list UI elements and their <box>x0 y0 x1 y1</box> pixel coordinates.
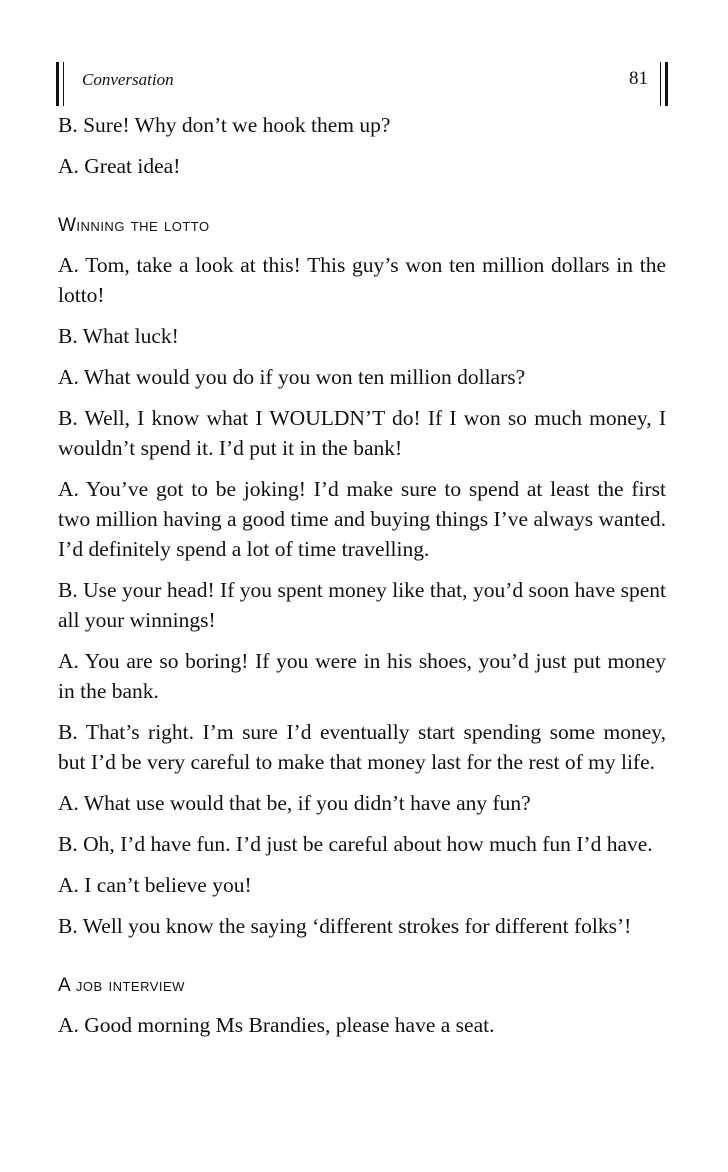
dialogue-line: B. What luck! <box>58 324 179 348</box>
dialogue-line: A. Good morning Ms Brandies, please have a seat. <box>58 1013 495 1037</box>
dialogue-line: A. Great idea! <box>58 154 181 178</box>
dialogue-line: A. What use would that be, if you didn’t have any fun? <box>58 791 531 815</box>
page-body <box>58 110 666 1051</box>
dialogue-line: A. Tom, take a look at this! This guy’s won ten million dollars in the lotto! <box>58 253 666 307</box>
dialogue-line: A. I can’t believe you! <box>58 873 252 897</box>
running-head <box>56 62 668 106</box>
dialogue-line: B. Oh, I’d have fun. I’d just be careful about how much fun I’d have. <box>58 832 653 856</box>
dialogue-line: A. What would you do if you won ten million dollars? <box>58 365 526 389</box>
running-head-section: Conversation <box>82 70 174 89</box>
dialogue-line: B. Use your head! If you spent money like that, you’d soon have spent all your winnings! <box>58 578 666 632</box>
dialogue-line: A. You’ve got to be joking! I’d make sure to spend at least the first two million having a good time and buying things I’ve always wanted. I’d definitely spend a lot of time travelling. <box>58 477 666 561</box>
dialogue-line: B. Sure! Why don’t we hook them up? <box>58 113 391 137</box>
dialogue-line: B. Well you know the saying ‘different strokes for different folks’! <box>58 914 632 938</box>
dialogue-line: A. You are so boring! If you were in his shoes, you’d just put money in the bank. <box>58 649 666 703</box>
section-heading-lotto: Winning the lotto <box>58 215 210 236</box>
dialogue-line: B. That’s right. I’m sure I’d eventually start spending some money, but I’d be very careful to make that money last for the rest of my life. <box>58 720 666 774</box>
section-heading-job-interview: A job interview <box>58 975 185 996</box>
right-double-rule <box>660 62 668 106</box>
dialogue-line: B. Well, I know what I WOULDN’T do! If I won so much money, I wouldn’t spend it. I’d put it in the bank! <box>58 406 666 460</box>
page-number: 81 <box>629 68 648 89</box>
left-double-rule <box>56 62 64 106</box>
